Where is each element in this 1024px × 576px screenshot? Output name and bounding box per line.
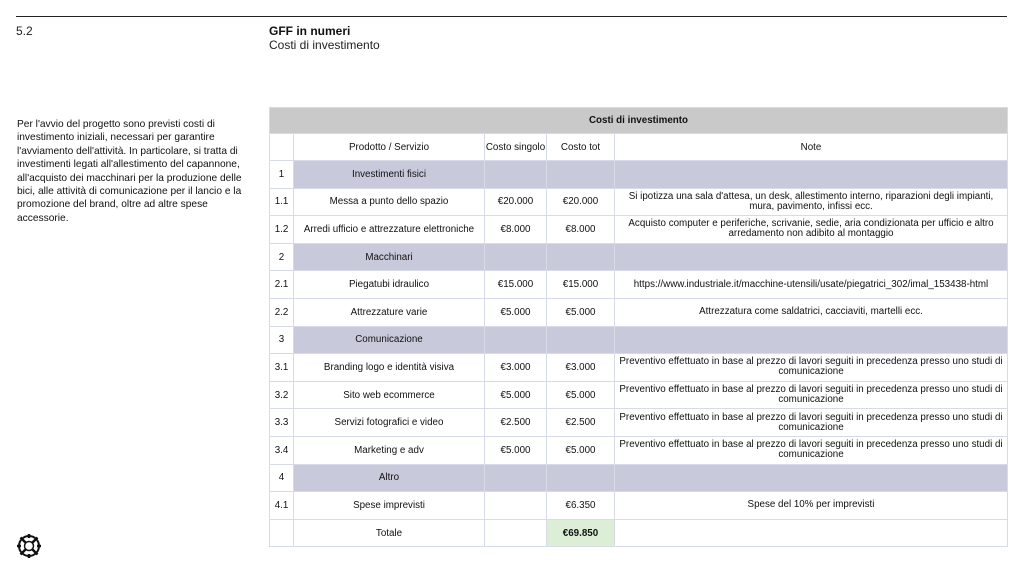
row-unit-cost: €20.000 [485,188,547,216]
row-note: Spese del 10% per imprevisti [615,492,1008,520]
row-note: Preventivo effettuato in base al prezzo di lavori seguiti in precedenza presso uno studi di comunicazione [615,381,1008,409]
row-number: 3.4 [270,436,294,464]
row-product: Totale [294,519,485,547]
table-row [270,409,1008,437]
row-total-cost: €15.000 [547,271,615,299]
row-unit-cost: €15.000 [485,271,547,299]
row-number: 3.2 [270,381,294,409]
row-number: 2 [270,243,294,271]
row-number: 3 [270,326,294,354]
row-number: 1.2 [270,216,294,244]
row-number: 4.1 [270,492,294,520]
row-unit-cost [485,492,547,520]
col-header-notes: Note [615,134,1008,161]
row-unit-cost: €3.000 [485,354,547,382]
total-row [270,519,1008,547]
row-product: Comunicazione [294,326,485,354]
row-total-cost: €5.000 [547,381,615,409]
row-unit-cost: €2.500 [485,409,547,437]
top-divider [16,16,1007,17]
investment-table [269,107,1008,547]
table-row [270,216,1008,244]
row-product: Attrezzature varie [294,298,485,326]
row-note [615,161,1008,189]
row-total-cost [547,243,615,271]
table-row [270,436,1008,464]
row-unit-cost [485,161,547,189]
col-header-product: Prodotto / Servizio [294,134,485,161]
row-number: 1.1 [270,188,294,216]
table-row [270,298,1008,326]
gear-bike-logo-icon [16,533,42,559]
row-unit-cost [485,519,547,547]
table-banner: Costi di investimento [270,108,1008,134]
row-total-cost: €5.000 [547,298,615,326]
row-note [615,243,1008,271]
row-number [270,519,294,547]
col-header-num [270,134,294,161]
row-number: 2.2 [270,298,294,326]
row-product: Servizi fotografici e video [294,409,485,437]
row-number: 4 [270,464,294,492]
col-header-total-cost: Costo tot [547,134,615,161]
table-row [270,271,1008,299]
row-product: Marketing e adv [294,436,485,464]
row-total-cost [547,161,615,189]
category-row [270,161,1008,189]
row-total-cost: €2.500 [547,409,615,437]
row-unit-cost [485,464,547,492]
table-row [270,354,1008,382]
row-total-cost: €20.000 [547,188,615,216]
table-header-row [270,134,1008,161]
row-total-cost [547,326,615,354]
row-unit-cost: €5.000 [485,298,547,326]
row-product: Messa a punto dello spazio [294,188,485,216]
table-row [270,492,1008,520]
section-number: 5.2 [16,24,33,38]
page-title: GFF in numeri [269,24,351,38]
category-row [270,326,1008,354]
table-banner-row [270,108,1008,134]
category-row [270,243,1008,271]
table-row [270,188,1008,216]
intro-paragraph: Per l'avvio del progetto sono previsti costi di investimento iniziali, necessari per garantire l'avviamento dell'attività. In particolare, si tratta di investimenti legati all'allestimento del capannone, all'acquisto dei macchinari per la produzione delle bici, alle attività di comunicazione per il lancio e la promozione del brand, oltre ad altre spese accessorie. [17,119,242,224]
table-row [270,381,1008,409]
row-number: 1 [270,161,294,189]
row-number: 3.1 [270,354,294,382]
row-note [615,519,1008,547]
row-total-cost [547,464,615,492]
row-number: 3.3 [270,409,294,437]
row-unit-cost: €5.000 [485,436,547,464]
row-note: Preventivo effettuato in base al prezzo di lavori seguiti in precedenza presso uno studi di comunicazione [615,436,1008,464]
row-number: 2.1 [270,271,294,299]
row-note: Acquisto computer e periferiche, scrivanie, sedie, aria condizionata per ufficio e altro arredamento non adibito al montaggio [615,216,1008,244]
row-note: Attrezzatura come saldatrici, cacciaviti, martelli ecc. [615,298,1008,326]
row-product: Investimenti fisici [294,161,485,189]
row-note [615,464,1008,492]
row-product: Branding logo e identità visiva [294,354,485,382]
row-note [615,326,1008,354]
col-header-unit-cost: Costo singolo [485,134,547,161]
row-note: Preventivo effettuato in base al prezzo di lavori seguiti in precedenza presso uno studi di comunicazione [615,354,1008,382]
row-product: Spese imprevisti [294,492,485,520]
row-total-cost: €8.000 [547,216,615,244]
row-product: Sito web ecommerce [294,381,485,409]
row-note: Si ipotizza una sala d'attesa, un desk, allestimento interno, riparazioni degli impianti, mura, pavimento, infissi ecc. [615,188,1008,216]
row-total-cost: €5.000 [547,436,615,464]
row-total-cost: €69.850 [547,519,615,547]
row-unit-cost: €5.000 [485,381,547,409]
row-note: Preventivo effettuato in base al prezzo di lavori seguiti in precedenza presso uno studi di comunicazione [615,409,1008,437]
row-unit-cost: €8.000 [485,216,547,244]
row-note: https://www.industriale.it/macchine-utensili/usate/piegatrici_302/imal_153438-html [615,271,1008,299]
row-product: Piegatubi idraulico [294,271,485,299]
row-product: Macchinari [294,243,485,271]
row-total-cost: €6.350 [547,492,615,520]
page-subtitle: Costi di investimento [269,38,380,52]
row-total-cost: €3.000 [547,354,615,382]
row-unit-cost [485,326,547,354]
row-product: Arredi ufficio e attrezzature elettroniche [294,216,485,244]
row-product: Altro [294,464,485,492]
row-unit-cost [485,243,547,271]
category-row [270,464,1008,492]
